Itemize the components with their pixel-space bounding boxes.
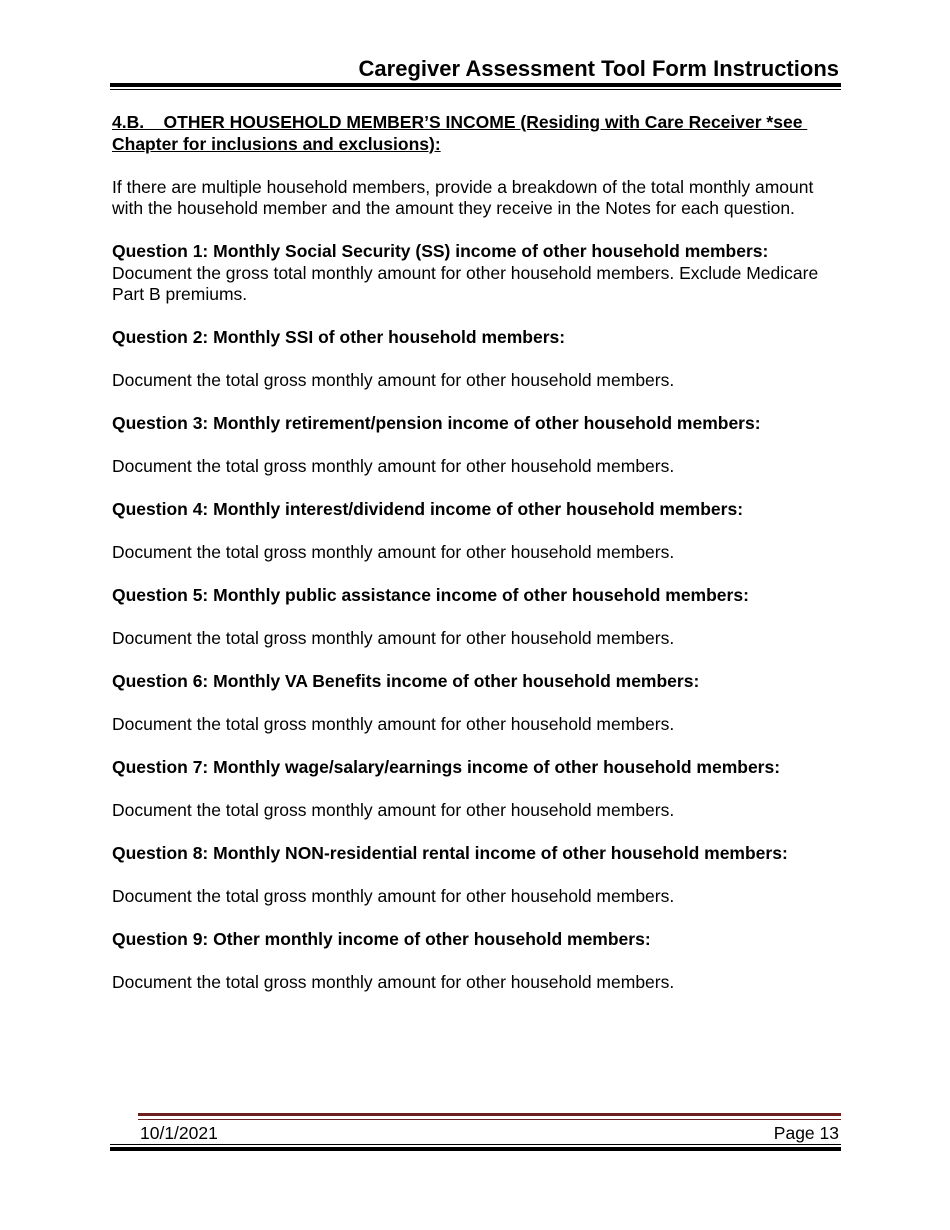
document-body <box>112 112 842 1015</box>
question-body: Document the total gross monthly amount for other household members. <box>112 886 675 906</box>
footer-rule-maroon <box>138 1113 841 1116</box>
footer-date: 10/1/2021 <box>140 1123 218 1143</box>
question-block-6 <box>112 671 842 736</box>
footer-rule-thin <box>110 1144 841 1145</box>
question-title: Question 4: Monthly interest/dividend income of other household members: <box>112 499 744 519</box>
footer-rule-thick <box>110 1147 841 1151</box>
section-intro: If there are multiple household members, provide a breakdown of the total monthly amount with the household member and the amount they receive in the Notes for each question. <box>112 176 814 218</box>
question-block-7 <box>112 757 842 822</box>
question-block-9 <box>112 929 842 994</box>
question-body: Document the total gross monthly amount for other household members. <box>112 800 675 820</box>
header-rule-thin <box>110 89 841 90</box>
footer-rule-maroon-thin <box>138 1119 841 1120</box>
question-block-8 <box>112 843 842 908</box>
question-body: Document the total gross monthly amount for other household members. <box>112 714 675 734</box>
question-body: Document the total gross monthly amount for other household members. <box>112 456 675 476</box>
question-title: Question 8: Monthly NON-residential rental income of other household members: <box>112 843 788 863</box>
question-block-2 <box>112 327 842 392</box>
question-title: Question 5: Monthly public assistance income of other household members: <box>112 585 749 605</box>
question-block-4 <box>112 499 842 564</box>
question-title: Question 2: Monthly SSI of other household members: <box>112 327 566 347</box>
question-block-5 <box>112 585 842 650</box>
header-rule-thick <box>110 83 841 87</box>
question-body: Document the total gross monthly amount for other household members. <box>112 628 675 648</box>
question-block-1 <box>112 241 842 306</box>
page-header-title: Caregiver Assessment Tool Form Instructions <box>358 56 839 81</box>
question-body: Document the total gross monthly amount for other household members. <box>112 542 675 562</box>
question-body: Document the gross total monthly amount for other household members. Exclude Medicare Part B premiums. <box>112 262 819 304</box>
footer-page-number: Page 13 <box>773 1123 839 1143</box>
question-body: Document the total gross monthly amount for other household members. <box>112 972 675 992</box>
question-title: Question 7: Monthly wage/salary/earnings income of other household members: <box>112 757 781 777</box>
question-block-3 <box>112 413 842 478</box>
question-title: Question 3: Monthly retirement/pension income of other household members: <box>112 413 761 433</box>
question-body: Document the total gross monthly amount for other household members. <box>112 370 675 390</box>
section-heading: 4.B. OTHER HOUSEHOLD MEMBER’S INCOME (Residing with Care Receiver *see Chapter for inclusions and exclusions): <box>112 112 808 154</box>
question-title: Question 9: Other monthly income of other household members: <box>112 929 651 949</box>
question-title: Question 1: Monthly Social Security (SS) income of other household members: <box>112 241 769 261</box>
question-title: Question 6: Monthly VA Benefits income of other household members: <box>112 671 700 691</box>
